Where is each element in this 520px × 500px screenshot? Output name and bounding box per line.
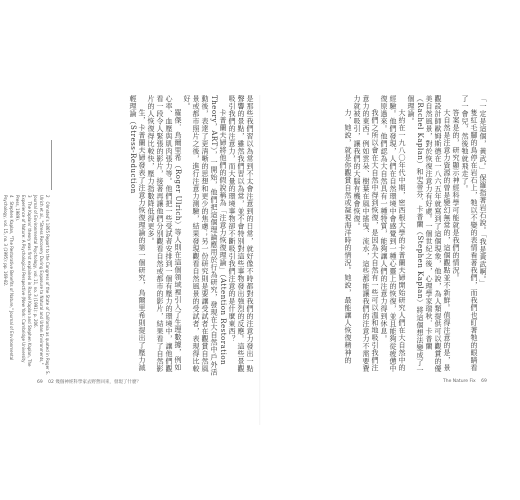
paragraph: 答案是的，研究顯示神經科學可能就是我們的情況。	[452, 109, 460, 282]
footnote-divider	[51, 140, 52, 190]
paragraph: 卡普蘭夫婦將他們的假說稱為「注意力恢復理論」（Attention Restoration Theory，ART），一開始，他們把這個理論應用於行為研究，發現在大自然中戶外活動後，表達了更清晰的思想和更少的焦慮；另一份研究則是要讓受試者在觀賞自然風景或都市照片之後，進行注意力測驗，結果發現觀看自然風景的受試者，表現得比較好。	[183, 95, 227, 376]
footnote: 4 Stephen Kaplan, "The Restorative Benefits of Nature," Journal of Environmental Psychology, vol. 15, no. 3 (1995): pp. 169-82.	[3, 195, 14, 361]
right-page-footer	[443, 379, 491, 384]
paragraph: 大自然是注意力資源的曾是變幻無常的，這個觀點並不新鮮。值得注意的是，景觀設計師歐姆斯德在一八六五年就寫到了這個現象，他說，為人類提供可以觀賞的優美自然風景，對於恢復注意力有好處。一個世紀之後，心理學家瑞秋．卡普蘭（Rachel Kaplan）和史蒂芬．卡普蘭（Stephen Kaplan）將這個想法變成了一個理論。	[407, 95, 451, 374]
left-page-footer	[33, 379, 141, 385]
paragraph: 力，她說，就是你觀賞自然或凝視海洋時的情況。她說，最能讓人恢復精神的	[344, 109, 352, 364]
footnotes	[3, 195, 50, 375]
page-number: 69	[37, 380, 43, 385]
footnote: 3 The Kaplans' theory was first explained in Rachel Kaplan and Stephen Kaplan, The Experience of Nature: A Psychological Perspective (New York: Cambridge University Press, 1989).	[15, 195, 32, 367]
running-head: The Nature Fix	[443, 379, 476, 384]
paragraph: 生，卡普蘭夫婦發表了注意力恢復理論的第一個研究，烏爾里希則提出了壓力減輕理論（Stress-Reduction	[129, 95, 146, 372]
footnote: 2 Olmsted's 1865 Report to the Congress of the State of California as quoted in Roger S. Ulrich et al., "Stress Recovery During Exposure to Natural and Urban Environments," Journal of Environmental Psychology, vol. 11, no. 3 (1991): p. 206.	[33, 195, 50, 375]
paragraph: 是那些我們習以為常到不太會注意到的日常，就好像不時都對我們的注意力發出一點聲響的景點，雖然我們習以為常，並不會特別對這些事物發出強烈的反應。這些景觀吸引我們的注意力，而大量的環境事物卻不斷吸引我們注意的是什麼東西？	[228, 95, 254, 373]
left-page-body	[76, 95, 254, 377]
paragraph: 大約在一九八〇年代中期，密西根大學的卡普蘭夫婦開始研究人們在大自然中的經驗。他們發現，人們在自然環境中會感覺到一種心靈上的恢復，並且能夠從疲憊中復原過來。他們認為大自然具有一種特質，能夠讓人們的注意力得到休息。	[380, 95, 406, 373]
left-page	[0, 0, 259, 500]
paragraph: 我們之所以會在大自然中得到恢復，是因為大自然有一些可以溫和地吸引我們注意力的東西。例如雲朵、樹葉在風中搖曳、流水，這些都能讓我們的注意力不需要費力就被吸引，讓我們的大腦有機會恢復。	[353, 95, 379, 373]
paragraph: 羅傑．烏爾里希（Roger Ulrich）等人則在這個領域裡引入了生理數據，例如心率、血壓與肌肉張力等。他們把一些受試者安排到一個有壓力的環境中，讓他們觀看一段令人緊張的影片，接著再讓他們分別觀看自然或都市的影片，結果看了自然影片的人恢復得比較快，壓力指數降低得更多。	[147, 95, 182, 373]
running-head: 02 幾個神經科學家去野營回來，發現了什麼？	[48, 380, 141, 385]
right-page	[261, 0, 520, 500]
paragraph: 隻紅毛腳的鳥停在岩石上，牠以不變的表情看著我們，而我們也盯著牠的眼睛看了一會兒，然後牠就飛走了。	[461, 95, 478, 372]
paragraph: 「一定是這個，黃武。」保羅指著岩石說。「我是黃武啊。」	[479, 95, 487, 287]
page-number: 69	[481, 379, 487, 384]
right-page-body	[269, 95, 487, 377]
